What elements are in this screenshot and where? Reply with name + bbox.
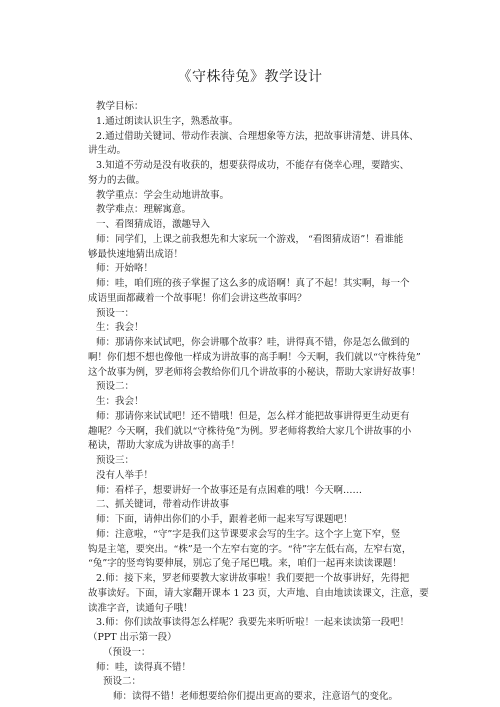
text-line: （PPT 出示第一段） <box>88 632 177 643</box>
text-line: 努力的去做。 <box>88 174 146 186</box>
text-line: 趣呢？今天啊，我们就以“守株待兔”为例。罗老师将教给大家几个讲故事的小 <box>88 425 412 437</box>
text-line: 生：我会！ <box>96 396 144 407</box>
text-line: 师：下面，请伸出你们的小手，跟着老师一起来写写课题吧！ <box>96 514 353 525</box>
text-line: 钩是主笔，要突出。“株”是一个左窄右宽的字。“待”字左低右高，左窄右宽， <box>88 543 412 555</box>
text-line: 教学目标： <box>96 101 144 112</box>
text-line: 预设一： <box>96 307 135 319</box>
text-line: 师：同学们，上课之前我想先和大家玩一个游戏， “看图猜成语”！看谁能 <box>96 233 404 245</box>
section-heading: 一、看图猜成语，激趣导入 <box>96 219 211 230</box>
text-line: （预设一： <box>103 646 151 658</box>
section-heading: 二、抓关键词，带着动作讲故事 <box>96 499 230 511</box>
text-line: 读准字音，读通句子哦！ <box>88 602 193 614</box>
text-line: 生：我会！ <box>96 322 144 334</box>
text-line: 没有人举手！ <box>96 469 154 481</box>
text-line: 1.通过朗读认识生字，熟悉故事。 <box>96 115 239 127</box>
text-line: 师：开始咯！ <box>96 263 154 275</box>
text-line: 师：那请你来试试吧，你会讲哪个故事？哇，讲得真不错，你是怎么做到的 <box>96 337 410 348</box>
text-line: 师：哇，咱们班的孩子掌握了这么多的成语啊！真了不起！其实啊，每一个 <box>96 278 410 289</box>
text-line: 师：注意啦，“守”字是我们这节课要求会写的生字。这个字上宽下窄，竖 <box>96 528 401 540</box>
text-line: 教学重点：学会生动地讲故事。 <box>96 189 230 201</box>
document-title: 《守株待兔》教学设计 <box>177 69 323 85</box>
text-line: 2.通过借助关键词、带动作表演、合理想象等方法，把故事讲清楚、讲具体、 <box>96 130 419 142</box>
text-line: 师：看样子，想要讲好一个故事还是有点困难的哦！今天啊…… <box>96 484 363 496</box>
text-line: 成语里面都藏着一个故事呢！你们会讲这些故事吗？ <box>88 292 307 304</box>
text-line: 师：哇，读得真不错！ <box>96 661 192 673</box>
text-line: 这个故事为例，罗老师将会教给你们几个讲故事的小秘诀，帮助大家讲好故事！ <box>88 366 421 378</box>
text-line: 啊！你们想不想也像他一样成为讲故事的高手啊！今天啊，我们就以“守株待兔” <box>88 351 421 363</box>
text-line: 师：读得不错！老师想要给你们提出更高的要求，注意语气的变化。 <box>113 691 399 702</box>
text-line: 教学难点：理解寓意。 <box>96 204 192 216</box>
text-line: 师：那请你来试试吧！还不错哦！但是，怎么样才能把故事讲得更生动更有 <box>96 410 410 422</box>
text-line: 3.知道不劳动是没有收获的，想要获得成功，不能存有侥幸心理，要踏实、 <box>96 160 410 171</box>
text-line: 秘诀，帮助大家成为讲故事的高手！ <box>88 440 241 452</box>
text-line: 预设二： <box>103 676 142 688</box>
text-line: 预设二： <box>96 381 135 393</box>
text-line: “兔”字的竖弯钩要伸展，别忘了兔子尾巴哦。来，咱们一起再来读读课题！ <box>88 558 402 570</box>
text-line: 3.师：你们读故事读得怎么样呢？我要先来听听啦！一起来读读第一段吧！ <box>96 617 410 629</box>
text-line: 预设三： <box>96 455 135 466</box>
text-line: 讲生动。 <box>88 145 127 157</box>
text-line: 够最快速地猜出成语！ <box>88 248 184 260</box>
text-line: 故事读好。下面，请大家翻开课本 1 23 页，大声地、自由地读读课文，注意，要 <box>88 587 429 599</box>
text-line: 2.师：接下来，罗老师要教大家讲故事啦！我们要把一个故事讲好，先得把 <box>96 573 410 584</box>
